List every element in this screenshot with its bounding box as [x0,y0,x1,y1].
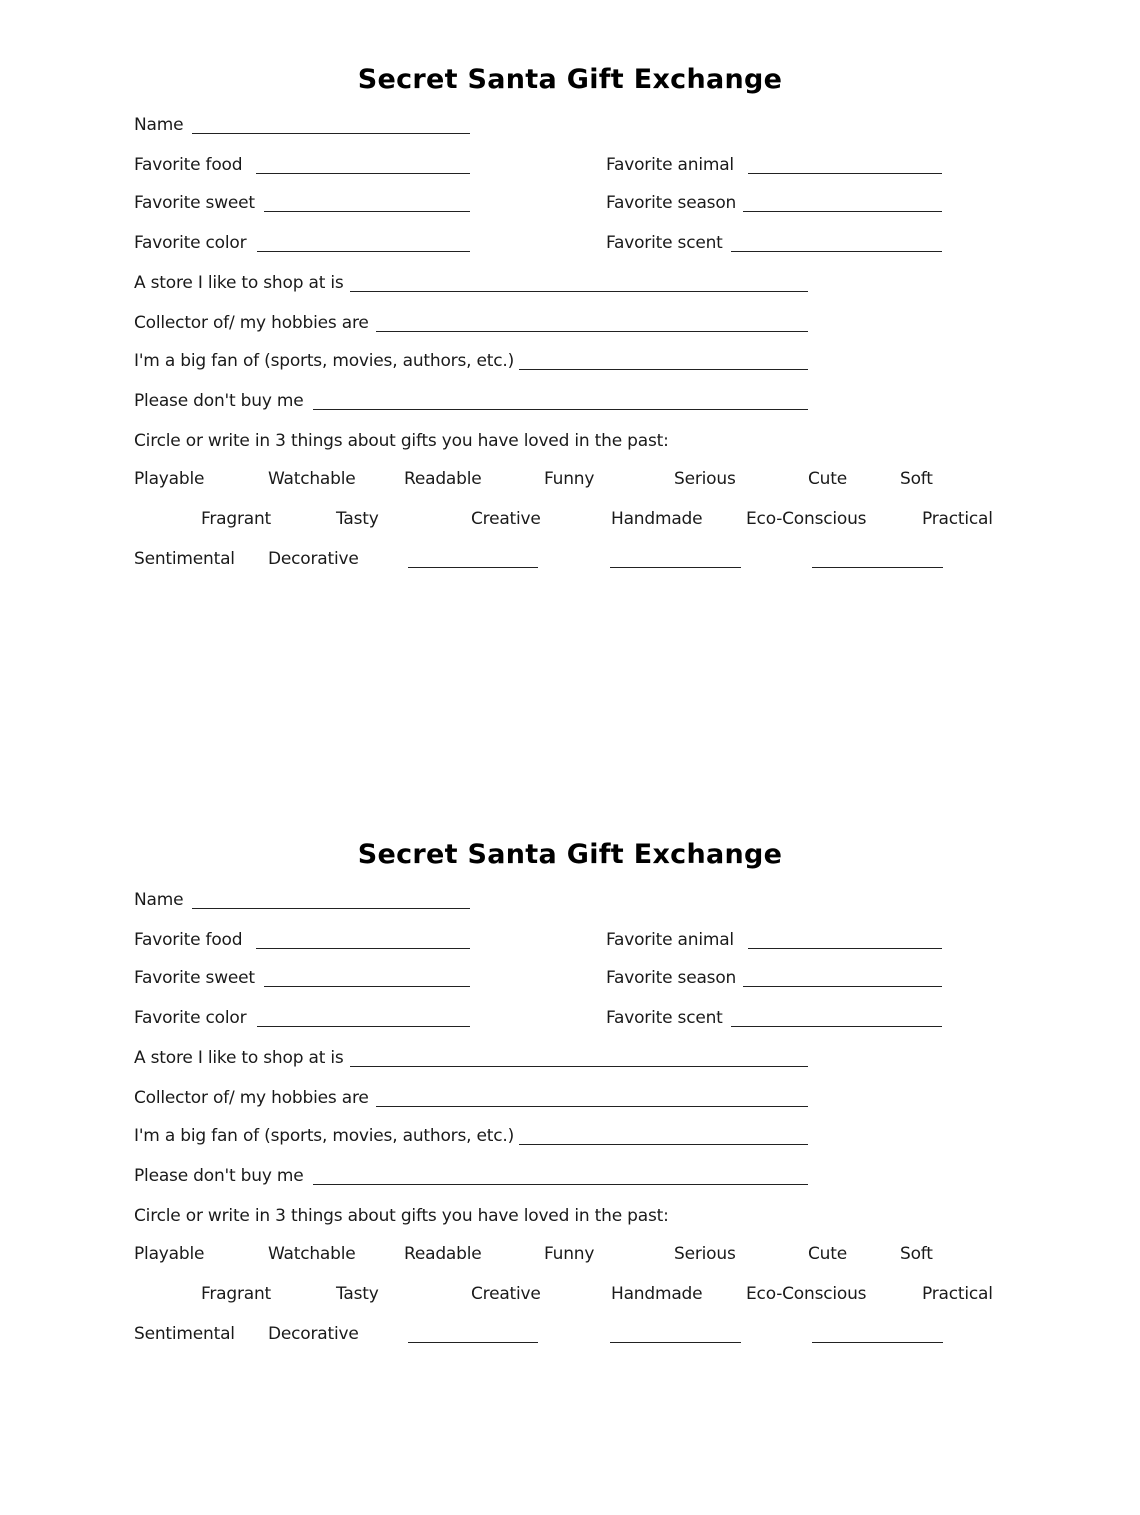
favorite-food-label: Favorite food [134,930,243,950]
option-soft[interactable]: Soft [900,469,933,489]
store-label: A store I like to shop at is [134,273,344,293]
write-in-field-3[interactable] [812,1342,943,1343]
store-field[interactable] [350,291,808,292]
write-in-field-2[interactable] [610,1342,741,1343]
favorite-sweet-label: Favorite sweet [134,968,255,988]
circle-instruction: Circle or write in 3 things about gifts you have loved in the past: [134,1206,669,1226]
write-in-field-3[interactable] [812,567,943,568]
option-soft[interactable]: Soft [900,1244,933,1264]
favorite-season-label: Favorite season [606,193,737,213]
option-playable[interactable]: Playable [134,469,205,489]
write-in-field-2[interactable] [610,567,741,568]
option-tasty[interactable]: Tasty [336,1284,379,1304]
fan-field[interactable] [519,1144,808,1145]
favorite-season-field[interactable] [743,211,942,212]
option-eco-conscious[interactable]: Eco-Conscious [746,509,867,529]
favorite-food-field[interactable] [256,948,470,949]
option-sentimental[interactable]: Sentimental [134,1324,235,1344]
name-label: Name [134,115,184,135]
option-cute[interactable]: Cute [808,1244,847,1264]
option-decorative[interactable]: Decorative [268,549,359,569]
option-serious[interactable]: Serious [674,1244,736,1264]
option-funny[interactable]: Funny [544,469,595,489]
option-eco-conscious[interactable]: Eco-Conscious [746,1284,867,1304]
favorite-color-field[interactable] [257,1026,470,1027]
favorite-sweet-field[interactable] [264,986,470,987]
hobbies-field[interactable] [376,1106,808,1107]
favorite-season-label: Favorite season [606,968,737,988]
hobbies-field[interactable] [376,331,808,332]
favorite-animal-field[interactable] [748,948,942,949]
favorite-color-label: Favorite color [134,1008,247,1028]
option-cute[interactable]: Cute [808,469,847,489]
option-readable[interactable]: Readable [404,469,482,489]
option-creative[interactable]: Creative [471,1284,541,1304]
name-label: Name [134,890,184,910]
option-readable[interactable]: Readable [404,1244,482,1264]
dont-buy-field[interactable] [313,1184,808,1185]
dont-buy-label: Please don't buy me [134,391,304,411]
option-serious[interactable]: Serious [674,469,736,489]
circle-instruction: Circle or write in 3 things about gifts you have loved in the past: [134,431,669,451]
favorite-scent-label: Favorite scent [606,1008,723,1028]
fan-label: I'm a big fan of (sports, movies, authors, etc.) [134,1126,515,1146]
option-fragrant[interactable]: Fragrant [201,509,271,529]
favorite-color-label: Favorite color [134,233,247,253]
favorite-animal-label: Favorite animal [606,930,734,950]
option-decorative[interactable]: Decorative [268,1324,359,1344]
favorite-sweet-label: Favorite sweet [134,193,255,213]
dont-buy-label: Please don't buy me [134,1166,304,1186]
fan-label: I'm a big fan of (sports, movies, authors, etc.) [134,351,515,371]
option-fragrant[interactable]: Fragrant [201,1284,271,1304]
gift-exchange-form [0,775,1140,1515]
favorite-animal-field[interactable] [748,173,942,174]
store-field[interactable] [350,1066,808,1067]
hobbies-label: Collector of/ my hobbies are [134,1088,369,1108]
option-tasty[interactable]: Tasty [336,509,379,529]
option-practical[interactable]: Practical [922,509,993,529]
favorite-sweet-field[interactable] [264,211,470,212]
favorite-season-field[interactable] [743,986,942,987]
favorite-food-label: Favorite food [134,155,243,175]
favorite-color-field[interactable] [257,251,470,252]
option-watchable[interactable]: Watchable [268,469,356,489]
name-field[interactable] [192,133,470,134]
favorite-scent-field[interactable] [731,1026,942,1027]
hobbies-label: Collector of/ my hobbies are [134,313,369,333]
dont-buy-field[interactable] [313,409,808,410]
option-playable[interactable]: Playable [134,1244,205,1264]
option-sentimental[interactable]: Sentimental [134,549,235,569]
write-in-field-1[interactable] [408,1342,538,1343]
favorite-animal-label: Favorite animal [606,155,734,175]
fan-field[interactable] [519,369,808,370]
option-creative[interactable]: Creative [471,509,541,529]
favorite-scent-field[interactable] [731,251,942,252]
favorite-scent-label: Favorite scent [606,233,723,253]
option-handmade[interactable]: Handmade [611,509,703,529]
form-title: Secret Santa Gift Exchange [357,64,783,95]
form-title: Secret Santa Gift Exchange [357,839,783,870]
option-handmade[interactable]: Handmade [611,1284,703,1304]
write-in-field-1[interactable] [408,567,538,568]
store-label: A store I like to shop at is [134,1048,344,1068]
option-watchable[interactable]: Watchable [268,1244,356,1264]
option-funny[interactable]: Funny [544,1244,595,1264]
favorite-food-field[interactable] [256,173,470,174]
option-practical[interactable]: Practical [922,1284,993,1304]
gift-exchange-form [0,0,1140,740]
name-field[interactable] [192,908,470,909]
